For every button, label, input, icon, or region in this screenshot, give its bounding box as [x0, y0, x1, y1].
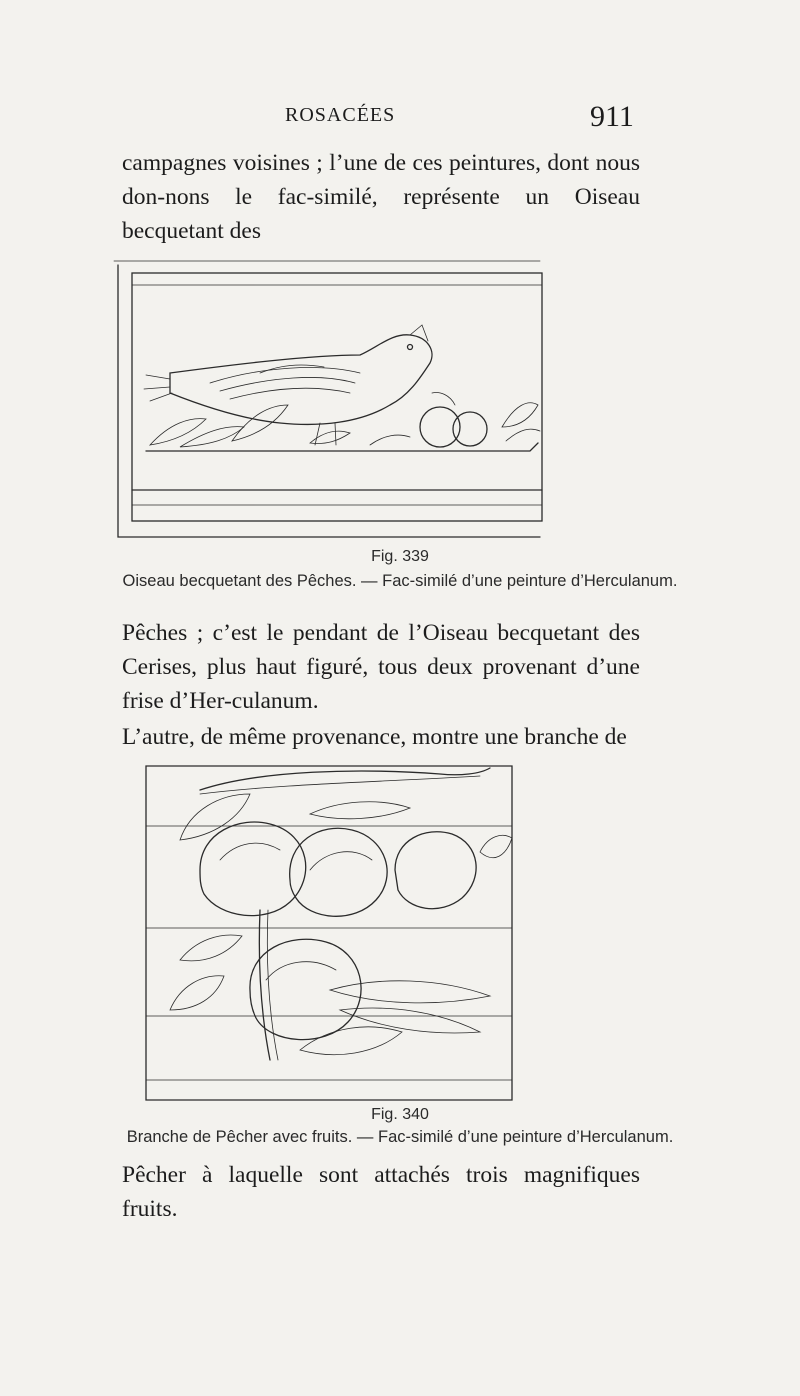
paragraph-3: L’autre, de même provenance, montre une branche de [122, 724, 627, 750]
page-number: 911 [590, 100, 634, 133]
paragraph-4: Pêcher à laquelle sont attachés trois magnifiques fruits. [122, 1162, 640, 1222]
running-title: ROSACÉES [285, 104, 396, 126]
figure-340-caption: Branche de Pêcher avec fruits. — Fac-similé d’une peinture d’Herculanum. [126, 1128, 674, 1146]
paragraph-1: campagnes voisines ; l’une de ces peintures, dont nous don-nons le fac-similé, représente un Oiseau becquetant des [122, 150, 640, 244]
running-head [0, 100, 800, 140]
paragraph-2: Pêches ; c’est le pendant de l’Oiseau becquetant des Cerises, plus haut figuré, tous deux provenant d’une frise d’Her-culanum. [122, 620, 640, 714]
figure-339-caption: Oiseau becquetant des Pêches. — Fac-similé d’une peinture d’Herculanum. [122, 572, 678, 590]
figure-339-label: Fig. 339 [371, 548, 429, 565]
figure-340-illustration [140, 760, 520, 1105]
figure-340-label: Fig. 340 [371, 1106, 429, 1123]
figure-339-illustration [110, 255, 550, 545]
